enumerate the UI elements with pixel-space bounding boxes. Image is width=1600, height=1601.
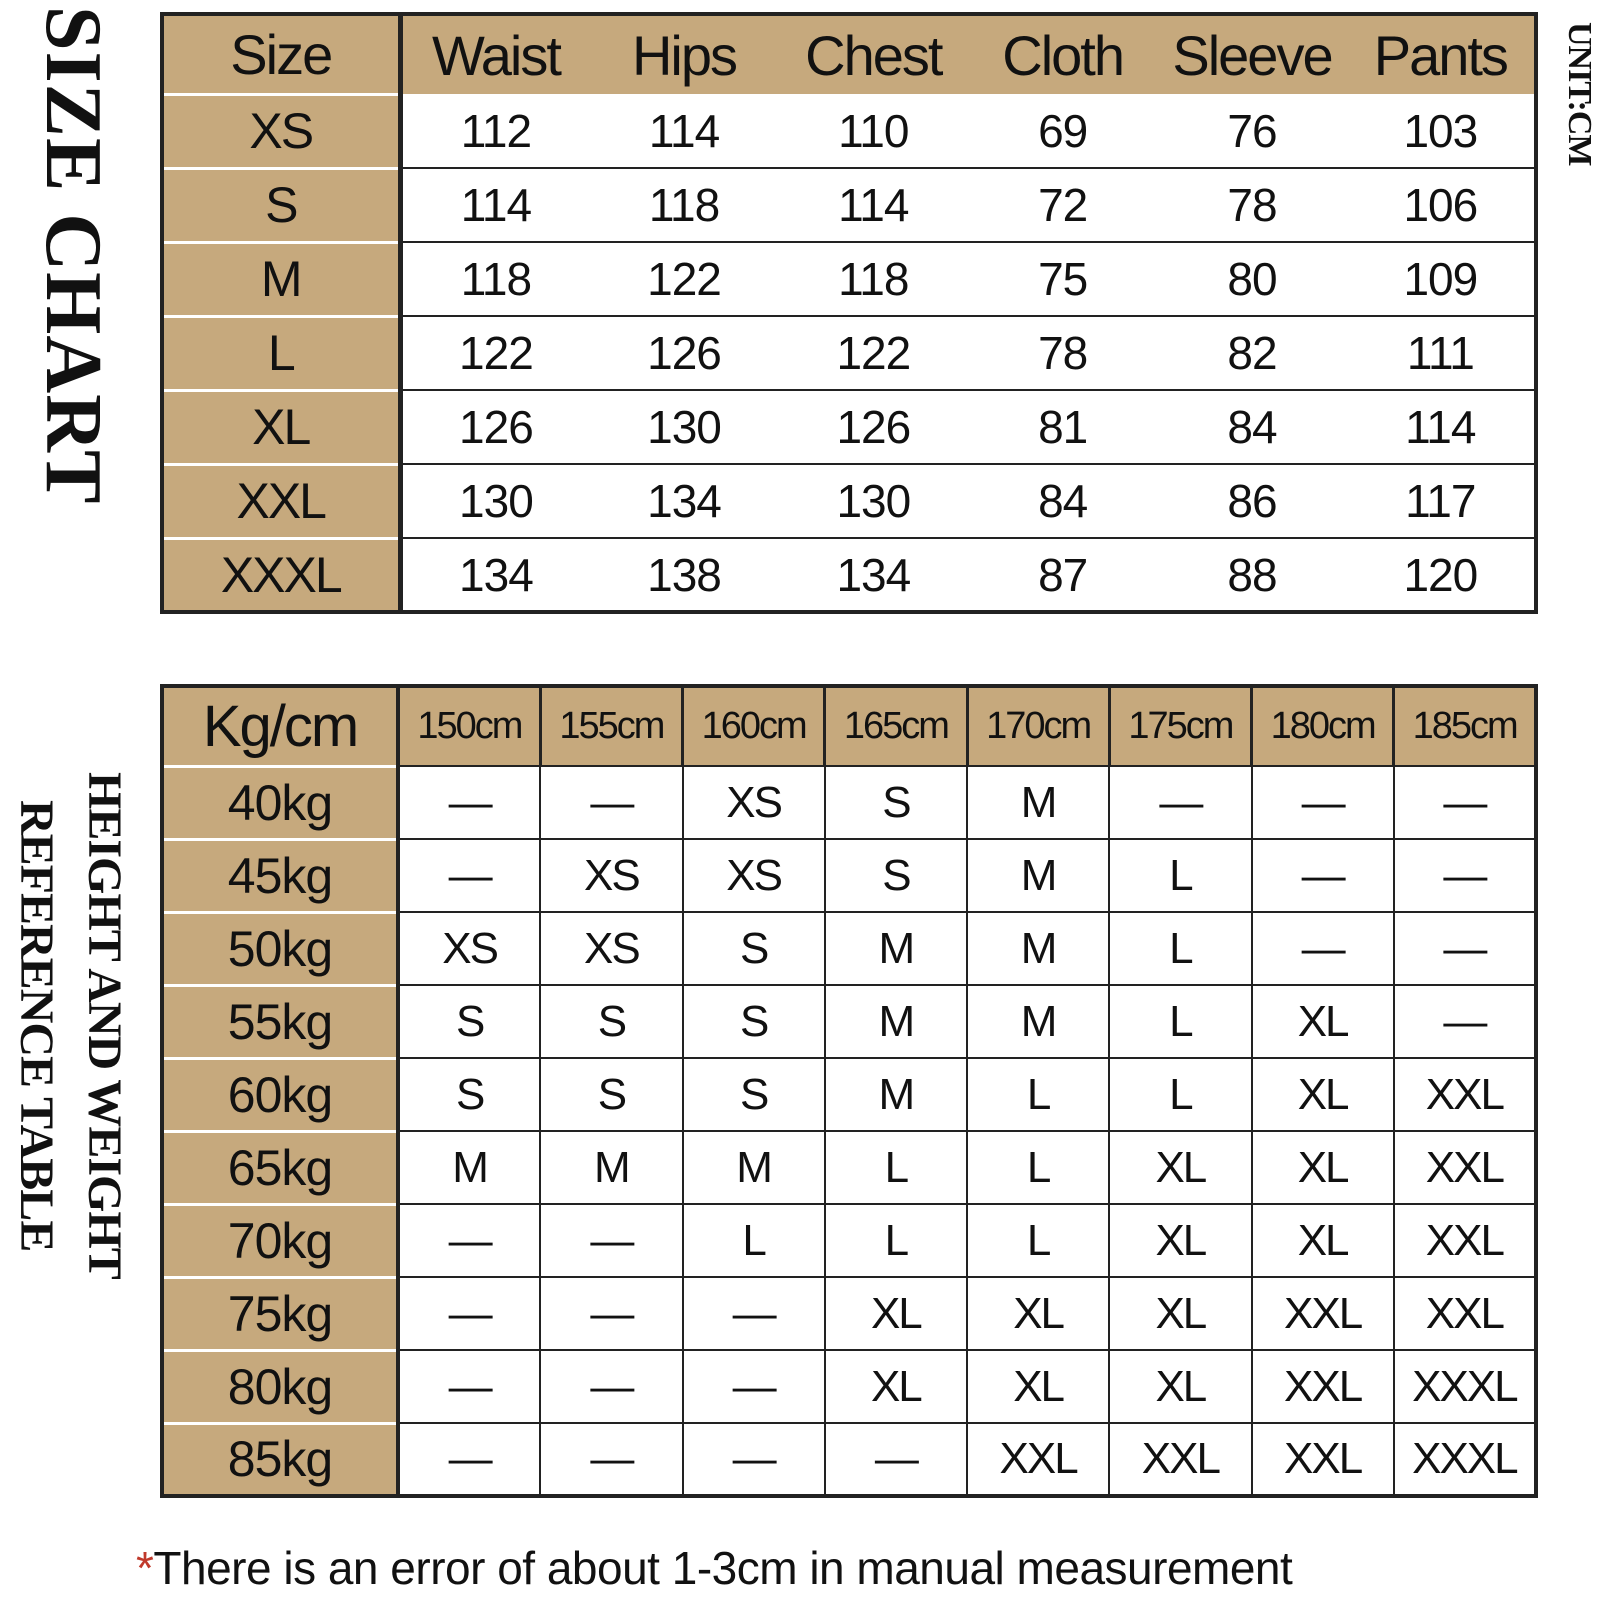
height-column-header: 170cm: [967, 686, 1109, 766]
measurement-cell: 103: [1347, 94, 1536, 168]
recommended-size-cell: —: [683, 1423, 825, 1496]
height-weight-row: [162, 1277, 1536, 1350]
height-weight-title-line2: REFERENCE TABLE: [10, 800, 63, 1252]
recommended-size-cell: XL: [1109, 1277, 1251, 1350]
height-weight-title-line1: HEIGHT AND WEIGHT: [78, 772, 131, 1279]
recommended-size-cell: L: [967, 1204, 1109, 1277]
size-label-cell: XL: [162, 390, 400, 464]
recommended-size-cell: —: [1394, 985, 1536, 1058]
measurement-cell: 130: [400, 464, 589, 538]
measurement-cell: 134: [459, 548, 533, 601]
height-column-header: 155cm: [540, 686, 682, 766]
size-chart-column-header: Pants: [1347, 14, 1536, 94]
recommended-size-cell: XXL: [967, 1423, 1109, 1496]
height-weight-row: [162, 1350, 1536, 1423]
size-chart-row: [162, 538, 1536, 612]
recommended-size-cell: —: [825, 1423, 967, 1496]
recommended-size-cell: —: [1252, 766, 1394, 839]
size-label-cell: XXL: [162, 464, 400, 538]
height-weight-row: [162, 912, 1536, 985]
measurement-cell: 122: [779, 316, 968, 390]
recommended-size-cell: M: [398, 1131, 540, 1204]
measurement-cell: 78: [968, 316, 1157, 390]
measurement-cell: 72: [968, 168, 1157, 242]
measurement-cell: 118: [400, 242, 589, 316]
recommended-size-cell: XL: [1252, 1058, 1394, 1131]
size-chart-header-row: [162, 14, 1536, 94]
measurement-cell: 134: [836, 548, 911, 601]
measurement-cell: 112: [400, 94, 589, 168]
size-label-cell: L: [162, 316, 400, 390]
height-weight-reference-table: [160, 684, 1538, 1498]
recommended-size-cell: XS: [683, 839, 825, 912]
recommended-size-cell: L: [1109, 839, 1251, 912]
measurement-cell: 78: [1157, 168, 1346, 242]
size-chart-row: [162, 168, 1536, 242]
footnote-text: There is an error of about 1-3cm in manual measurement: [153, 1542, 1293, 1594]
weight-label-cell: 85kg: [162, 1423, 398, 1496]
recommended-size-cell: —: [398, 766, 540, 839]
measurement-cell: 109: [1347, 242, 1536, 316]
height-weight-row: [162, 985, 1536, 1058]
measurement-cell: 84: [1157, 390, 1346, 464]
size-chart-table: [160, 12, 1538, 614]
weight-label-cell: 50kg: [162, 912, 398, 985]
recommended-size-cell: XXL: [1394, 1058, 1536, 1131]
measurement-cell: 122: [400, 316, 589, 390]
height-weight-row: [162, 1204, 1536, 1277]
size-chart-column-header: Cloth: [968, 14, 1157, 94]
height-column-header: 160cm: [683, 686, 825, 766]
size-chart-column-header: Chest: [779, 14, 968, 94]
size-chart-row: [162, 316, 1536, 390]
corner-header: Kg/cm: [162, 686, 398, 766]
recommended-size-cell: XS: [683, 766, 825, 839]
recommended-size-cell: L: [1109, 1058, 1251, 1131]
size-chart-row: [162, 464, 1536, 538]
recommended-size-cell: —: [683, 1350, 825, 1423]
recommended-size-cell: S: [683, 985, 825, 1058]
recommended-size-cell: —: [398, 839, 540, 912]
recommended-size-cell: S: [683, 1058, 825, 1131]
measurement-cell: 110: [779, 94, 968, 168]
measurement-cell: 126: [589, 316, 778, 390]
size-label-cell: S: [162, 168, 400, 242]
recommended-size-cell: XL: [967, 1277, 1109, 1350]
measurement-cell: 114: [400, 168, 589, 242]
weight-label-cell: 60kg: [162, 1058, 398, 1131]
recommended-size-cell: —: [540, 1350, 682, 1423]
recommended-size-cell: XL: [1252, 1204, 1394, 1277]
height-column-header: 180cm: [1252, 686, 1394, 766]
size-chart-row: [162, 390, 1536, 464]
recommended-size-cell: L: [825, 1204, 967, 1277]
height-weight-header-row: [162, 686, 1536, 766]
recommended-size-cell: XL: [1109, 1350, 1251, 1423]
measurement-cell: 87: [1038, 548, 1088, 601]
recommended-size-cell: —: [398, 1277, 540, 1350]
recommended-size-cell: M: [967, 912, 1109, 985]
recommended-size-cell: XL: [1109, 1204, 1251, 1277]
recommended-size-cell: XXL: [1252, 1350, 1394, 1423]
recommended-size-cell: M: [967, 839, 1109, 912]
recommended-size-cell: M: [540, 1131, 682, 1204]
recommended-size-cell: XL: [1252, 985, 1394, 1058]
recommended-size-cell: —: [540, 766, 682, 839]
recommended-size-cell: —: [1394, 912, 1536, 985]
measurement-cell: 81: [968, 390, 1157, 464]
recommended-size-cell: S: [683, 912, 825, 985]
recommended-size-cell: L: [967, 1131, 1109, 1204]
recommended-size-cell: XL: [825, 1350, 967, 1423]
recommended-size-cell: M: [825, 985, 967, 1058]
recommended-size-cell: M: [825, 912, 967, 985]
size-chart-title: SIZE CHART: [29, 6, 117, 505]
recommended-size-cell: XXXL: [1394, 1423, 1536, 1496]
size-chart-column-header: Waist: [400, 14, 589, 94]
height-weight-row: [162, 1058, 1536, 1131]
recommended-size-cell: XS: [540, 912, 682, 985]
recommended-size-cell: —: [1394, 766, 1536, 839]
weight-label-cell: 45kg: [162, 839, 398, 912]
recommended-size-cell: XXL: [1394, 1204, 1536, 1277]
size-chart-column-header: Size: [162, 14, 400, 94]
measurement-cell: 114: [589, 94, 778, 168]
recommended-size-cell: —: [1109, 766, 1251, 839]
measurement-cell: 130: [779, 464, 968, 538]
recommended-size-cell: XS: [398, 912, 540, 985]
measurement-cell: 114: [779, 168, 968, 242]
recommended-size-cell: S: [825, 766, 967, 839]
recommended-size-cell: —: [1252, 912, 1394, 985]
recommended-size-cell: L: [967, 1058, 1109, 1131]
size-chart-column-header: Hips: [589, 14, 778, 94]
measurement-cell: 120: [1403, 548, 1478, 601]
recommended-size-cell: —: [1394, 839, 1536, 912]
recommended-size-cell: L: [683, 1204, 825, 1277]
recommended-size-cell: XL: [825, 1277, 967, 1350]
recommended-size-cell: —: [398, 1204, 540, 1277]
recommended-size-cell: S: [540, 985, 682, 1058]
recommended-size-cell: S: [398, 985, 540, 1058]
recommended-size-cell: XL: [1252, 1131, 1394, 1204]
recommended-size-cell: S: [398, 1058, 540, 1131]
footnote-star: *: [136, 1542, 154, 1594]
height-weight-row: [162, 1423, 1536, 1496]
measurement-cell: 76: [1157, 94, 1346, 168]
size-label-cell: XS: [162, 94, 400, 168]
measurement-cell: 111: [1347, 316, 1536, 390]
recommended-size-cell: XXL: [1252, 1277, 1394, 1350]
recommended-size-cell: L: [1109, 912, 1251, 985]
measurement-cell: 122: [589, 242, 778, 316]
measurement-cell: 75: [968, 242, 1157, 316]
height-column-header: 150cm: [398, 686, 540, 766]
height-weight-row: [162, 766, 1536, 839]
weight-label-cell: 55kg: [162, 985, 398, 1058]
recommended-size-cell: S: [540, 1058, 682, 1131]
recommended-size-cell: XXL: [1109, 1423, 1251, 1496]
recommended-size-cell: M: [683, 1131, 825, 1204]
recommended-size-cell: XXL: [1252, 1423, 1394, 1496]
recommended-size-cell: XL: [1109, 1131, 1251, 1204]
recommended-size-cell: —: [540, 1277, 682, 1350]
measurement-cell: 106: [1347, 168, 1536, 242]
recommended-size-cell: S: [825, 839, 967, 912]
size-label-cell: M: [162, 242, 400, 316]
recommended-size-cell: XXL: [1394, 1277, 1536, 1350]
recommended-size-cell: —: [398, 1423, 540, 1496]
measurement-cell: 84: [968, 464, 1157, 538]
recommended-size-cell: XXL: [1394, 1131, 1536, 1204]
measurement-cell: 117: [1347, 464, 1536, 538]
measurement-footnote: [136, 1541, 1292, 1595]
recommended-size-cell: —: [398, 1350, 540, 1423]
height-column-header: 175cm: [1109, 686, 1251, 766]
measurement-cell: 134: [589, 464, 778, 538]
measurement-cell: 80: [1157, 242, 1346, 316]
recommended-size-cell: M: [967, 766, 1109, 839]
size-chart-row: [162, 94, 1536, 168]
size-chart-row: [162, 242, 1536, 316]
height-weight-row: [162, 839, 1536, 912]
recommended-size-cell: XS: [540, 839, 682, 912]
recommended-size-cell: —: [683, 1277, 825, 1350]
measurement-cell: 118: [589, 168, 778, 242]
measurement-cell: 88: [1227, 548, 1277, 601]
weight-label-cell: 40kg: [162, 766, 398, 839]
weight-label-cell: 65kg: [162, 1131, 398, 1204]
recommended-size-cell: —: [540, 1423, 682, 1496]
height-column-header: 185cm: [1394, 686, 1536, 766]
measurement-cell: 118: [779, 242, 968, 316]
recommended-size-cell: L: [825, 1131, 967, 1204]
weight-label-cell: 80kg: [162, 1350, 398, 1423]
measurement-cell: 69: [968, 94, 1157, 168]
recommended-size-cell: M: [967, 985, 1109, 1058]
weight-label-cell: 70kg: [162, 1204, 398, 1277]
measurement-cell: 138: [647, 548, 721, 601]
recommended-size-cell: XXXL: [1394, 1350, 1536, 1423]
recommended-size-cell: —: [540, 1204, 682, 1277]
size-label-cell: XXXL: [162, 538, 400, 612]
unit-label: UNIT:CM: [1561, 22, 1598, 166]
recommended-size-cell: —: [1252, 839, 1394, 912]
measurement-cell: 86: [1157, 464, 1346, 538]
measurement-cell: 114: [1347, 390, 1536, 464]
measurement-cell: 82: [1157, 316, 1346, 390]
measurement-cell: 126: [779, 390, 968, 464]
recommended-size-cell: XL: [967, 1350, 1109, 1423]
recommended-size-cell: L: [1109, 985, 1251, 1058]
measurement-cell: 126: [400, 390, 589, 464]
size-chart-column-header: Sleeve: [1157, 14, 1346, 94]
height-column-header: 165cm: [825, 686, 967, 766]
measurement-cell: 130: [589, 390, 778, 464]
weight-label-cell: 75kg: [162, 1277, 398, 1350]
height-weight-row: [162, 1131, 1536, 1204]
recommended-size-cell: M: [825, 1058, 967, 1131]
